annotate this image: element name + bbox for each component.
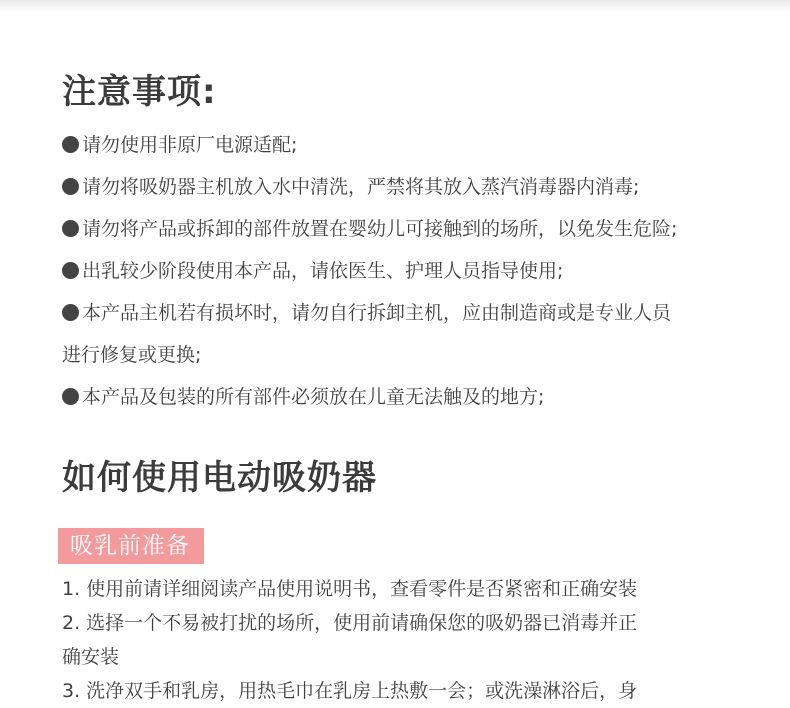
step-text: 2. 选择一个不易被打扰的场所，使用前请确保您的吸奶器已消毒并正 xyxy=(62,612,638,634)
step-text-continuation: 确安装 xyxy=(62,646,120,668)
top-divider xyxy=(0,0,790,12)
bullet-icon xyxy=(62,178,79,195)
notes-list xyxy=(62,124,762,418)
usage-title: 如何使用电动吸奶器 xyxy=(62,458,377,498)
note-text: 本产品及包装的所有部件必须放在儿童无法触及的地方; xyxy=(82,386,545,408)
note-item xyxy=(62,292,762,376)
bullet-icon xyxy=(62,262,79,279)
note-item xyxy=(62,124,762,166)
note-item xyxy=(62,250,762,292)
step-item xyxy=(62,606,762,674)
note-item xyxy=(62,166,762,208)
note-text: 请勿将吸奶器主机放入水中清洗，严禁将其放入蒸汽消毒器内消毒; xyxy=(82,176,640,198)
bullet-icon xyxy=(62,388,79,405)
note-text: 本产品主机若有损坏时，请勿自行拆卸主机，应由制造商或是专业人员 xyxy=(82,302,672,324)
step-text: 1. 使用前请详细阅读产品使用说明书，查看零件是否紧密和正确安装 xyxy=(62,578,638,600)
note-text: 请勿使用非原厂电源适配; xyxy=(82,134,298,156)
step-item xyxy=(62,572,762,606)
note-text: 出乳较少阶段使用本产品，请依医生、护理人员指导使用; xyxy=(82,260,564,282)
bullet-icon xyxy=(62,220,79,237)
note-text-continuation: 进行修复或更换; xyxy=(62,344,202,366)
section-tag: 吸乳前准备 xyxy=(58,528,204,564)
note-item xyxy=(62,376,762,418)
bullet-icon xyxy=(62,304,79,321)
bullet-icon xyxy=(62,136,79,153)
note-item xyxy=(62,208,762,250)
notes-title: 注意事项: xyxy=(62,72,217,112)
usage-steps xyxy=(62,572,762,708)
step-text: 3. 洗净双手和乳房，用热毛巾在乳房上热敷一会；或洗澡淋浴后，身 xyxy=(62,680,638,702)
note-text: 请勿将产品或拆卸的部件放置在婴幼儿可接触到的场所，以免发生危险; xyxy=(82,218,678,240)
step-item xyxy=(62,674,762,708)
